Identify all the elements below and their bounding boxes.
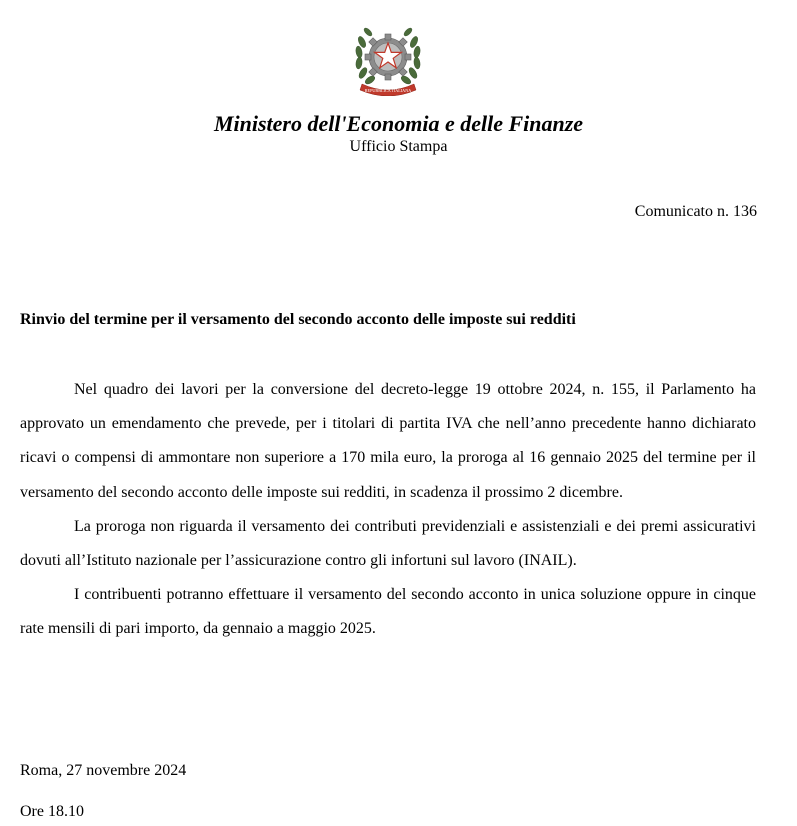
release-date: Roma, 27 novembre 2024 bbox=[20, 762, 187, 779]
ministry-title: Ministero dell'Economia e delle Finanze bbox=[213, 111, 584, 136]
svg-text:REPUBBLICA ITALIANA: REPUBBLICA ITALIANA bbox=[364, 88, 412, 93]
press-release-body bbox=[20, 373, 756, 647]
paragraph: La proroga non riguarda il versamento dei contributi previdenziali e assistenziali e dei premi assicurativi dovuti all’Istituto nazionale per l’assicurazione contro gli infortuni sul lavoro (INAIL). bbox=[20, 517, 756, 570]
communique-number: Comunicato n. 136 bbox=[634, 203, 757, 220]
paragraph: I contribuenti potranno effettuare il versamento del secondo acconto in unica soluzione oppure in cinque rate mensili di pari importo, da gennaio a maggio 2025. bbox=[20, 586, 756, 638]
paragraph: Nel quadro dei lavori per la conversione del decreto-legge 19 ottobre 2024, n. 155, il Parlamento ha approvato un emendamento che prevede, per i titolari di partita IVA che nell’anno precedente hanno dichiarato ricavi o compensi di ammontare non superiore a 170 mila euro, la proroga al 16 gennaio 2025 del termine per il versamento del secondo acconto delle imposte sui redditi, in scadenza il prossimo 2 dicembre. bbox=[20, 381, 756, 501]
italian-republic-emblem-icon bbox=[352, 20, 424, 96]
release-time: Ore 18.10 bbox=[20, 803, 84, 820]
press-release-headline: Rinvio del termine per il versamento del secondo acconto delle imposte sui redditi bbox=[20, 311, 576, 328]
office-name: Ufficio Stampa bbox=[349, 138, 448, 155]
